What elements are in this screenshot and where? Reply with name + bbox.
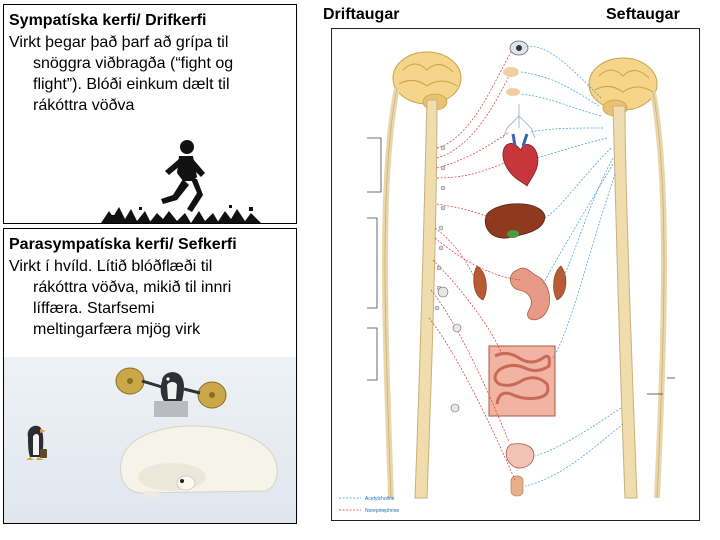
parasympathetic-description xyxy=(4,254,296,340)
sympathetic-title: Sympatíska kerfi/ Drifkerfi xyxy=(9,12,207,29)
sympathetic-line: flight”). Blóði einkum dælt til xyxy=(33,76,230,93)
intestine-icon xyxy=(489,346,555,416)
bladder-icon xyxy=(506,444,534,468)
parasympathetic-title: Parasympatíska kerfi/ Sefkerfi xyxy=(9,236,237,253)
parasympathetic-box xyxy=(3,228,297,524)
seftaugar-label: Seftaugar xyxy=(606,6,680,23)
parasympathetic-line: meltingarfæra mjög virk xyxy=(33,321,201,338)
parasympathetic-line: rákóttra vöðva, mikið til innri xyxy=(33,279,232,296)
svg-text:Norepinephrine: Norepinephrine xyxy=(365,508,400,514)
sympathetic-box xyxy=(3,4,297,224)
driftaugar-label: Driftaugar xyxy=(323,6,400,23)
reproductive-organ-icon xyxy=(511,476,523,496)
eye-icon xyxy=(510,41,528,55)
sympathetic-description xyxy=(4,30,296,116)
running-man-image xyxy=(99,137,263,225)
parasympathetic-line: Virkt í hvíld. Lítið blóðflæði til xyxy=(9,258,213,275)
polar-bear-photo xyxy=(4,357,296,523)
parasympathetic-line: líffæra. Starfsemi xyxy=(33,300,155,317)
sympathetic-line: snöggra viðbragða (“fight og xyxy=(33,55,234,72)
svg-text:Acetylcholine: Acetylcholine xyxy=(365,496,395,502)
autonomic-nervous-system-diagram xyxy=(331,28,701,522)
sympathetic-line: Virkt þegar það þarf að grípa til xyxy=(9,34,229,51)
sympathetic-line: rákóttra vöðva xyxy=(33,97,135,114)
